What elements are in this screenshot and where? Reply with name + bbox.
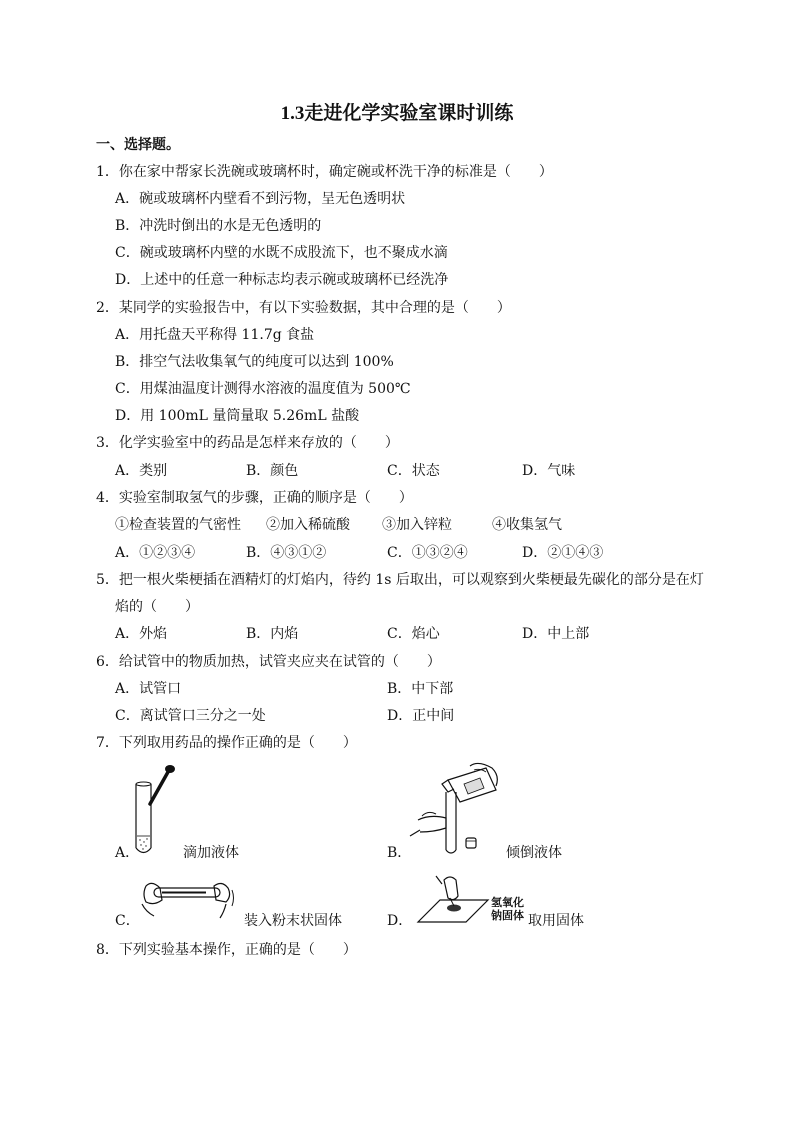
taking-solid-illustration (414, 870, 494, 926)
question-7-option-b-letter: B． (387, 845, 412, 861)
question-7-option-a-letter: A． (115, 845, 140, 861)
pouring-liquid-illustration (408, 762, 508, 858)
question-7-option-d-letter: D． (387, 913, 413, 929)
question-1-option-c: C．碗或玻璃杯内壁的水既不成股流下，也不聚成水滴 (115, 245, 448, 261)
question-7-option-b-caption: 倾倒液体 (506, 845, 562, 861)
question-2-option-a: A．用托盘天平称得 11.7g 食盐 (115, 327, 315, 343)
question-6-option-a: A．试管口 (115, 681, 182, 697)
question-6-stem: 6．给试管中的物质加热，试管夹应夹在试管的（ ） (96, 654, 441, 670)
question-1-option-d: D．上述中的任意一种标志均表示碗或玻璃杯已经洗净 (115, 272, 449, 288)
question-7-option-a-caption: 滴加液体 (183, 845, 239, 861)
question-6-option-d: D．正中间 (387, 708, 455, 724)
question-3-option-c: C．状态 (387, 463, 440, 479)
question-4-step-1: ①检查装置的气密性 (115, 517, 241, 533)
section-heading: 一、选择题。 (96, 137, 180, 153)
question-3-option-d: D．气味 (522, 463, 576, 479)
question-4-step-2: ②加入稀硫酸 (266, 517, 350, 533)
question-4-step-3: ③加入锌粒 (382, 517, 452, 533)
question-6-option-c: C．离试管口三分之一处 (115, 708, 266, 724)
question-4-option-a: A．①②③④ (115, 545, 196, 561)
question-5-option-b: B．内焰 (246, 626, 299, 642)
question-5-option-a: A．外焰 (115, 626, 168, 642)
question-1-stem: 1．你在家中帮家长洗碗或玻璃杯时，确定碗或杯洗干净的标准是（ ） (96, 164, 553, 180)
question-4-option-d: D．②①④③ (522, 545, 604, 561)
question-1-option-b: B．冲洗时倒出的水是无色透明的 (115, 218, 322, 234)
question-4-option-c: C．①③②④ (387, 545, 468, 561)
question-4-step-4: ④收集氢气 (492, 517, 562, 533)
question-2-option-c: C．用煤油温度计测得水溶液的温度值为 500℃ (115, 381, 411, 397)
question-3-option-a: A．类别 (115, 463, 168, 479)
powder-loading-illustration (140, 876, 236, 924)
question-8-stem: 8．下列实验基本操作，正确的是（ ） (96, 942, 357, 958)
question-7-option-d-image-label: 氢氧化钠固体 (491, 896, 524, 922)
question-2-option-b: B．排空气法收集氧气的纯度可以达到 100% (115, 354, 394, 370)
question-2-stem: 2．某同学的实验报告中，有以下实验数据，其中合理的是（ ） (96, 300, 511, 316)
page-title: 1.3走进化学实验室课时训练 (280, 103, 514, 124)
question-3-stem: 3．化学实验室中的药品是怎样来存放的（ ） (96, 435, 399, 451)
question-7-option-c-caption: 装入粉末状固体 (244, 913, 342, 929)
question-5-stem-continued: 焰的（ ） (115, 599, 199, 615)
question-4-stem: 4．实验室制取氢气的步骤，正确的顺序是（ ） (96, 490, 413, 506)
question-6-option-b: B．中下部 (387, 681, 454, 697)
question-1-option-a: A．碗或玻璃杯内壁看不到污物，呈无色透明状 (115, 191, 406, 207)
question-7-option-d-caption: 取用固体 (528, 913, 584, 929)
question-7-stem: 7．下列取用药品的操作正确的是（ ） (96, 735, 357, 751)
question-4-option-b: B．④③①② (246, 545, 327, 561)
question-5-option-c: C．焰心 (387, 626, 440, 642)
question-5-option-d: D．中上部 (522, 626, 590, 642)
question-5-stem: 5．把一根火柴梗插在酒精灯的灯焰内，待约 1s 后取出，可以观察到火柴梗最先碳化的部分是在灯 (96, 572, 704, 588)
question-3-option-b: B．颜色 (246, 463, 299, 479)
question-7-option-c-letter: C． (115, 913, 140, 929)
question-2-option-d: D．用 100mL 量筒量取 5.26mL 盐酸 (115, 408, 360, 424)
